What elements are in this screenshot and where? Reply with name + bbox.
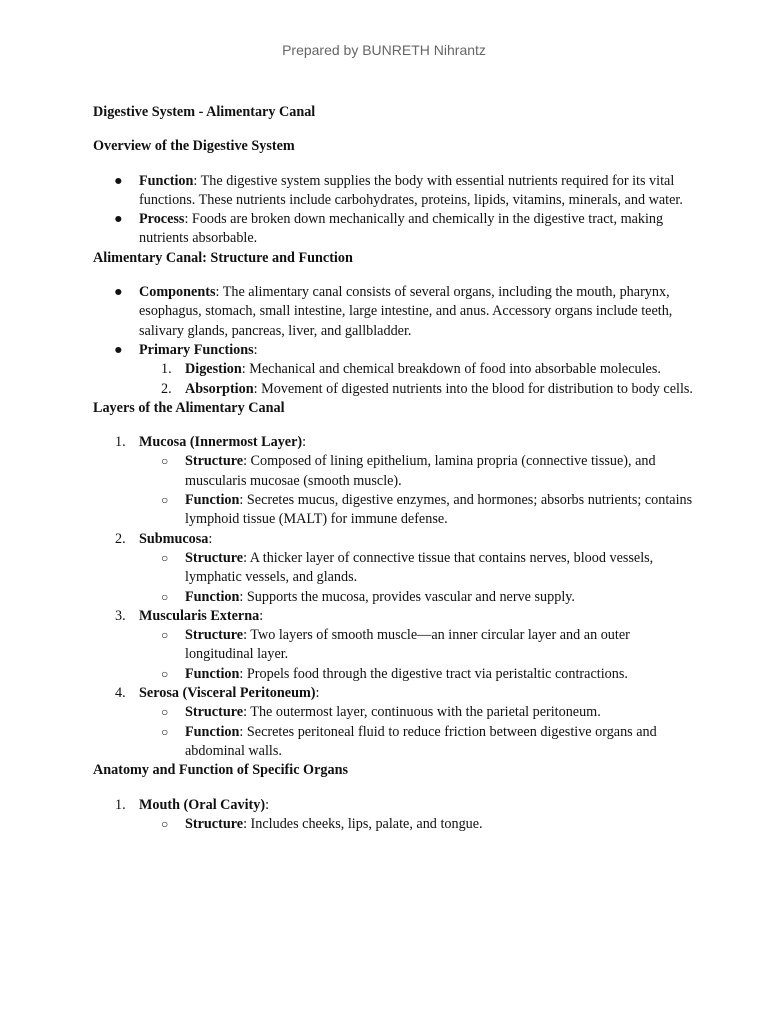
item-label: Structure xyxy=(185,627,244,644)
primary-functions-list xyxy=(139,360,693,399)
circle-bullet-icon: ○ xyxy=(161,493,169,508)
item-text: : Includes cheeks, lips, palate, and tongue. xyxy=(243,815,483,832)
item-label: Mucosa (Innermost Layer) xyxy=(139,434,303,451)
item-text: : Foods are broken down mechanically and chemically in the digestive tract, making nutrients absorbable. xyxy=(139,211,664,247)
list-item xyxy=(93,283,693,341)
item-label: Function xyxy=(185,588,240,605)
circle-bullet-icon: ○ xyxy=(161,666,169,681)
sub-list-item xyxy=(93,665,693,684)
circle-bullet-icon: ○ xyxy=(161,724,169,739)
sub-list xyxy=(139,815,693,834)
sub-list-item xyxy=(93,549,693,588)
item-label: Structure xyxy=(185,453,244,470)
list-number: 1. xyxy=(115,434,126,451)
section-heading-layers: Layers of the Alimentary Canal xyxy=(93,399,285,416)
document-body xyxy=(93,103,693,834)
item-label: Serosa (Visceral Peritoneum) xyxy=(139,685,316,702)
sub-list xyxy=(139,549,693,607)
item-label: Primary Functions xyxy=(139,341,254,358)
item-text: : The outermost layer, continuous with the parietal peritoneum. xyxy=(243,704,601,721)
section-heading-overview: Overview of the Digestive System xyxy=(93,138,295,155)
circle-bullet-icon: ○ xyxy=(161,550,169,565)
list-item xyxy=(93,210,693,249)
list-number: 1. xyxy=(115,796,126,813)
item-text: : Composed of lining epithelium, lamina propria (connective tissue), and muscularis mucosae (smooth muscle). xyxy=(185,453,656,489)
sub-list-item xyxy=(93,723,693,762)
overview-list xyxy=(93,172,693,249)
item-label: Function xyxy=(185,665,240,682)
item-text: : Supports the mucosa, provides vascular and nerve supply. xyxy=(239,588,575,605)
bullet-icon: ● xyxy=(114,341,123,358)
list-number: 1. xyxy=(161,361,172,378)
list-item xyxy=(93,172,693,211)
item-label: Function xyxy=(185,492,240,509)
item-text: : Secretes mucus, digestive enzymes, and hormones; absorbs nutrients; contains lymphoid tissue (MALT) for immune defense. xyxy=(185,492,693,528)
item-label: Absorption xyxy=(185,380,254,397)
item-label: Structure xyxy=(185,704,244,721)
list-number: 2. xyxy=(161,380,172,397)
item-label: Submucosa xyxy=(139,530,209,547)
bullet-icon: ● xyxy=(114,172,123,189)
item-text: : xyxy=(253,341,258,358)
sub-list-item xyxy=(93,452,693,491)
item-text: : xyxy=(259,607,264,624)
item-label: Mouth (Oral Cavity) xyxy=(139,796,266,813)
item-text: : xyxy=(208,530,213,547)
sub-list xyxy=(139,452,693,529)
sub-list xyxy=(139,703,693,761)
item-text: : Two layers of smooth muscle—an inner circular layer and an outer longitudinal layer. xyxy=(185,627,630,663)
item-text: : xyxy=(302,434,307,451)
item-text: : xyxy=(265,796,270,813)
item-text: : The alimentary canal consists of several organs, including the mouth, pharynx, esophagus, stomach, small intestine, large intestine, and anus. Accessory organs include teeth, salivary glands, pancreas, liver, and gallbladder. xyxy=(139,284,673,339)
list-item xyxy=(139,360,693,379)
list-item xyxy=(93,341,693,399)
layers-list xyxy=(93,433,693,761)
section-heading-organs: Anatomy and Function of Specific Organs xyxy=(93,762,348,779)
item-label: Structure xyxy=(185,549,244,566)
item-label: Process xyxy=(139,211,185,228)
item-text: : Mechanical and chemical breakdown of food into absorbable molecules. xyxy=(241,361,661,378)
circle-bullet-icon: ○ xyxy=(161,705,169,720)
item-label: Muscularis Externa xyxy=(139,607,260,624)
item-text: : The digestive system supplies the body with essential nutrients required for its vital functions. These nutrients include carbohydrates, proteins, lipids, vitamins, minerals, and water. xyxy=(139,172,683,208)
bullet-icon: ● xyxy=(114,211,123,228)
sub-list-item xyxy=(93,626,693,665)
sub-list-item xyxy=(93,588,693,607)
page-header: Prepared by BUNRETH Nihrantz xyxy=(282,42,486,58)
structure-list xyxy=(93,283,693,399)
circle-bullet-icon: ○ xyxy=(161,454,169,469)
sub-list-item xyxy=(93,491,693,530)
list-number: 2. xyxy=(115,530,126,547)
item-text: : Movement of digested nutrients into the blood for distribution to body cells. xyxy=(253,380,693,397)
document-title: Digestive System - Alimentary Canal xyxy=(93,104,316,120)
list-item xyxy=(93,530,693,607)
list-item xyxy=(139,380,693,399)
circle-bullet-icon: ○ xyxy=(161,816,169,831)
circle-bullet-icon: ○ xyxy=(161,589,169,604)
sub-list xyxy=(139,626,693,684)
section-heading-structure: Alimentary Canal: Structure and Function xyxy=(93,249,353,266)
list-item xyxy=(93,684,693,761)
organs-list xyxy=(93,796,693,835)
item-label: Digestion xyxy=(185,361,242,378)
bullet-icon: ● xyxy=(114,284,123,301)
list-item xyxy=(93,433,693,529)
item-label: Components xyxy=(139,284,216,301)
item-text: : Propels food through the digestive tract via peristaltic contractions. xyxy=(239,665,628,682)
sub-list-item xyxy=(93,703,693,722)
item-label: Function xyxy=(185,723,240,740)
item-label: Function xyxy=(139,172,194,189)
item-text: : A thicker layer of connective tissue that contains nerves, blood vessels, lymphatic vessels, and glands. xyxy=(185,549,654,586)
list-number: 3. xyxy=(115,607,126,624)
item-text: : xyxy=(315,685,320,702)
item-label: Structure xyxy=(185,815,244,832)
sub-list-item xyxy=(93,815,693,834)
list-item xyxy=(93,796,693,835)
list-item xyxy=(93,607,693,684)
item-text: : Secretes peritoneal fluid to reduce friction between digestive organs and abdominal walls. xyxy=(185,723,657,759)
list-number: 4. xyxy=(115,685,126,702)
circle-bullet-icon: ○ xyxy=(161,628,169,643)
